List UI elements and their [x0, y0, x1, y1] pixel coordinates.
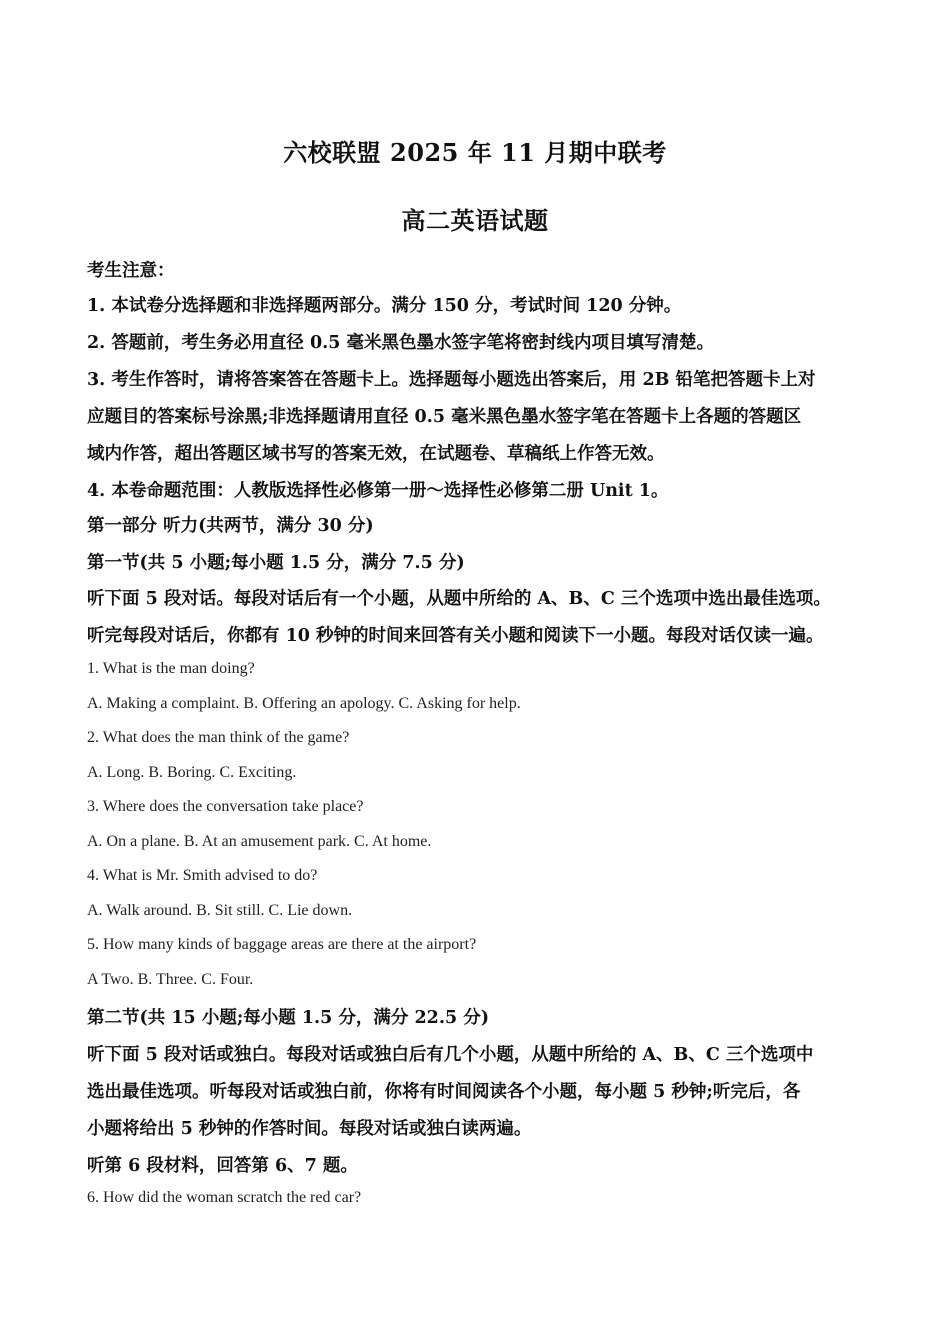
notice-item: 应题目的答案标号涂黑;非选择题请用直径 0.5 毫米黑色墨水签字笔在答题卡上各题的答题区 — [87, 407, 802, 427]
section1-instruction: 听完每段对话后，你都有 10 秒钟的时间来回答有关小题和阅读下一小题。每段对话仅读一遍。 — [87, 626, 824, 646]
notice-item: 4. 本卷命题范围：人教版选择性必修第一册～选择性必修第二册 Unit 1。 — [87, 481, 669, 501]
section1-heading: 第一节(共 5 小题;每小题 1.5 分，满分 7.5 分) — [87, 553, 465, 573]
section2-instruction: 选出最佳选项。听每段对话或独白前，你将有时间阅读各个小题，每小题 5 秒钟;听完后，各 — [87, 1082, 801, 1102]
section2-instruction: 小题将给出 5 秒钟的作答时间。每段对话或独白读两遍。 — [87, 1119, 532, 1139]
question-4: 4. What is Mr. Smith advised to do? — [87, 867, 318, 884]
notice-item: 2. 答题前，考生务必用直径 0.5 毫米黑色墨水签字笔将密封线内项目填写清楚。 — [87, 333, 714, 353]
question-3-options: A. On a plane. B. At an amusement park. C. At home. — [87, 833, 432, 850]
question-2-options: A. Long. B. Boring. C. Exciting. — [87, 764, 297, 781]
exam-subtitle: 高二英语试题 — [401, 206, 549, 235]
question-5: 5. How many kinds of baggage areas are there at the airport? — [87, 936, 477, 953]
section1-instruction: 听下面 5 段对话。每段对话后有一个小题，从题中所给的 A、B、C 三个选项中选出最佳选项。 — [87, 589, 831, 609]
question-3: 3. Where does the conversation take place? — [87, 798, 364, 815]
question-1-options: A. Making a complaint. B. Offering an apology. C. Asking for help. — [87, 695, 521, 712]
section2-instruction: 听下面 5 段对话或独白。每段对话或独白后有几个小题，从题中所给的 A、B、C 三个选项中 — [87, 1045, 814, 1065]
exam-title: 六校联盟 2025 年 11 月期中联考 — [283, 138, 667, 167]
notice-heading: 考生注意： — [87, 261, 175, 281]
notice-item: 1. 本试卷分选择题和非选择题两部分。满分 150 分，考试时间 120 分钟。 — [87, 296, 682, 316]
question-6: 6. How did the woman scratch the red car? — [87, 1189, 362, 1206]
material-6-heading: 听第 6 段材料，回答第 6、7 题。 — [87, 1156, 358, 1176]
section2-heading: 第二节(共 15 小题;每小题 1.5 分，满分 22.5 分) — [87, 1008, 489, 1028]
question-5-options: A Two. B. Three. C. Four. — [87, 971, 254, 988]
part1-heading: 第一部分 听力(共两节，满分 30 分) — [87, 516, 374, 536]
question-2: 2. What does the man think of the game? — [87, 729, 350, 746]
notice-item: 3. 考生作答时，请将答案答在答题卡上。选择题每小题选出答案后，用 2B 铅笔把答题卡上对 — [87, 370, 816, 390]
question-1: 1. What is the man doing? — [87, 660, 255, 677]
notice-item: 域内作答，超出答题区域书写的答案无效，在试题卷、草稿纸上作答无效。 — [87, 444, 665, 464]
question-4-options: A. Walk around. B. Sit still. C. Lie down. — [87, 902, 353, 919]
